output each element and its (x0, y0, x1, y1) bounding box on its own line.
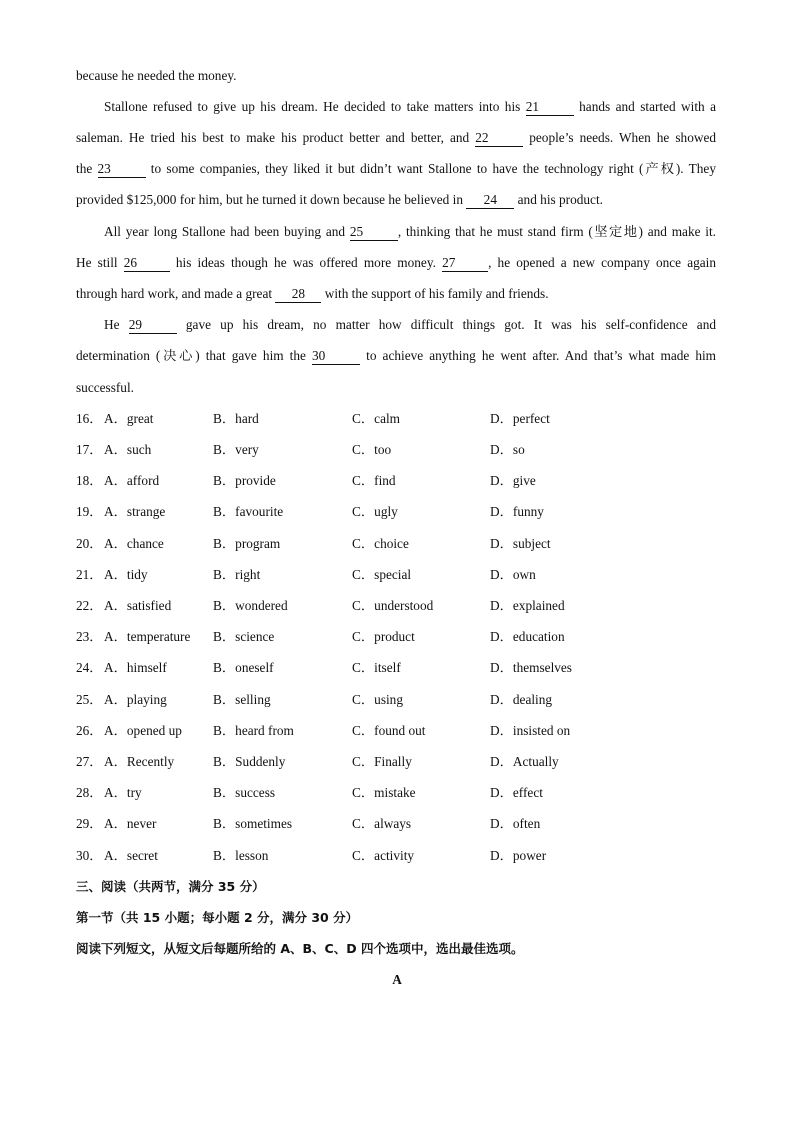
question-row: 20． A．chance B．program C．choice D．subject (76, 534, 716, 554)
option-b: B．program (213, 536, 281, 551)
question-row: 19． A．strange B．favourite C．ugly D．funny (76, 502, 716, 522)
question-row: 16． A．great B．hard C．calm D．perfect (76, 409, 716, 429)
question-row: 30． A．secret B．lesson C．activity D．power (76, 846, 716, 866)
option-a: A．such (104, 442, 152, 457)
passage-line: He 29 gave up his dream, no matter how difficult things got. It was his self-confidence and (104, 317, 716, 332)
section-sub-heading: 第一节（共 15 小题；每小题 2 分，满分 30 分） (76, 910, 359, 925)
blank-21: 21 (526, 99, 574, 116)
option-a: A．himself (104, 660, 167, 675)
option-c: C．ugly (352, 504, 398, 519)
blank-22: 22 (475, 130, 523, 147)
question-row: 29． A．never B．sometimes C．always D．often (76, 814, 716, 834)
option-b: B．oneself (213, 660, 274, 675)
option-d: D．power (490, 848, 547, 863)
question-row: 25． A．playing B．selling C．using D．dealing (76, 690, 716, 710)
question-row: 26． A．opened up B．heard from C．found out D．insisted on (76, 721, 716, 741)
option-a: A．afford (104, 473, 160, 488)
option-a: A．strange (104, 504, 166, 519)
option-a: A．Recently (104, 754, 175, 769)
option-c: C．Finally (352, 754, 412, 769)
blank-27: 27 (442, 255, 488, 272)
passage-line: Stallone refused to give up his dream. He decided to take matters into his 21 hands and started with a (104, 99, 717, 114)
option-d: D．explained (490, 598, 565, 613)
question-row: 23． A．temperature B．science C．product D．education (76, 627, 716, 647)
blank-29: 29 (129, 317, 177, 334)
option-a: A．tidy (104, 567, 148, 582)
passage-line: determination (决心) that gave him the 30 to achieve anything he went after. And that’s what made him (76, 348, 717, 363)
option-d: D．dealing (490, 692, 553, 707)
blank-24: 24 (466, 192, 514, 209)
passage-line: saleman. He tried his best to make his product better and better, and 22 people’s needs. When he showed (76, 130, 716, 145)
option-b: B．selling (213, 692, 271, 707)
option-a: A．secret (104, 848, 158, 863)
option-b: B．lesson (213, 848, 269, 863)
question-row: 28． A．try B．success C．mistake D．effect (76, 783, 716, 803)
option-a: A．try (104, 785, 142, 800)
option-d: D．often (490, 816, 541, 831)
question-row: 17． A．such B．very C．too D．so (76, 440, 716, 460)
option-b: B．success (213, 785, 276, 800)
option-b: B．sometimes (213, 816, 293, 831)
option-b: B．Suddenly (213, 754, 286, 769)
passage-line: because he needed the money. (76, 68, 237, 83)
passage-line: through hard work, and made a great 28 with the support of his family and friends. (76, 286, 549, 301)
blank-23: 23 (98, 161, 146, 178)
option-c: C．always (352, 816, 412, 831)
option-c: C．product (352, 629, 415, 644)
option-a: A．chance (104, 536, 164, 551)
option-d: D．themselves (490, 660, 572, 675)
question-row: 22． A．satisfied B．wondered C．understood D．explained (76, 596, 716, 616)
option-a: A．playing (104, 692, 167, 707)
question-row: 21． A．tidy B．right C．special D．own (76, 565, 716, 585)
option-d: D．Actually (490, 754, 559, 769)
option-b: B．hard (213, 411, 259, 426)
option-d: D．subject (490, 536, 551, 551)
option-b: B．heard from (213, 723, 294, 738)
option-c: C．itself (352, 660, 401, 675)
question-row: 24． A．himself B．oneself C．itself D．themselves (76, 658, 716, 678)
section-heading: 三、阅读（共两节，满分 35 分） (76, 879, 265, 894)
option-c: C．found out (352, 723, 426, 738)
passage-letter: A (392, 972, 402, 987)
option-a: A．satisfied (104, 598, 172, 613)
option-c: C．using (352, 692, 403, 707)
option-d: D．give (490, 473, 536, 488)
option-a: A．great (104, 411, 154, 426)
option-a: A．temperature (104, 629, 191, 644)
option-c: C．choice (352, 536, 409, 551)
passage-line: provided $125,000 for him, but he turned it down because he believed in 24 and his product. (76, 192, 603, 207)
option-c: C．activity (352, 848, 415, 863)
question-row: 18． A．afford B．provide C．find D．give (76, 471, 716, 491)
option-b: B．favourite (213, 504, 284, 519)
option-c: C．understood (352, 598, 434, 613)
option-c: C．calm (352, 411, 401, 426)
option-d: D．own (490, 567, 536, 582)
option-a: A．opened up (104, 723, 182, 738)
section-instruction: 阅读下列短文，从短文后每题所给的 A、B、C、D 四个选项中，选出最佳选项。 (76, 941, 524, 956)
option-b: B．science (213, 629, 275, 644)
option-b: B．right (213, 567, 261, 582)
passage-line: the 23 to some companies, they liked it but didn’t want Stallone to have the technology right (产权). They (76, 161, 716, 176)
option-c: C．mistake (352, 785, 416, 800)
option-c: C．too (352, 442, 392, 457)
passage-line: All year long Stallone had been buying and 25 , thinking that he must stand firm (坚定地) and make it. (104, 224, 717, 239)
blank-28: 28 (275, 286, 321, 303)
option-b: B．wondered (213, 598, 288, 613)
option-d: D．perfect (490, 411, 550, 426)
option-d: D．education (490, 629, 565, 644)
passage-line: successful. (76, 380, 134, 395)
option-d: D．effect (490, 785, 543, 800)
option-a: A．never (104, 816, 157, 831)
passage-line: He still 26 his ideas though he was offered more money. 27 , he opened a new company once again (76, 255, 717, 270)
option-d: D．funny (490, 504, 544, 519)
question-row: 27． A．Recently B．Suddenly C．Finally D．Actually (76, 752, 716, 772)
option-c: C．find (352, 473, 396, 488)
blank-26: 26 (124, 255, 170, 272)
blank-25: 25 (350, 224, 398, 241)
blank-30: 30 (312, 348, 360, 365)
option-b: B．provide (213, 473, 276, 488)
option-c: C．special (352, 567, 412, 582)
option-d: D．so (490, 442, 525, 457)
option-b: B．very (213, 442, 259, 457)
option-d: D．insisted on (490, 723, 571, 738)
